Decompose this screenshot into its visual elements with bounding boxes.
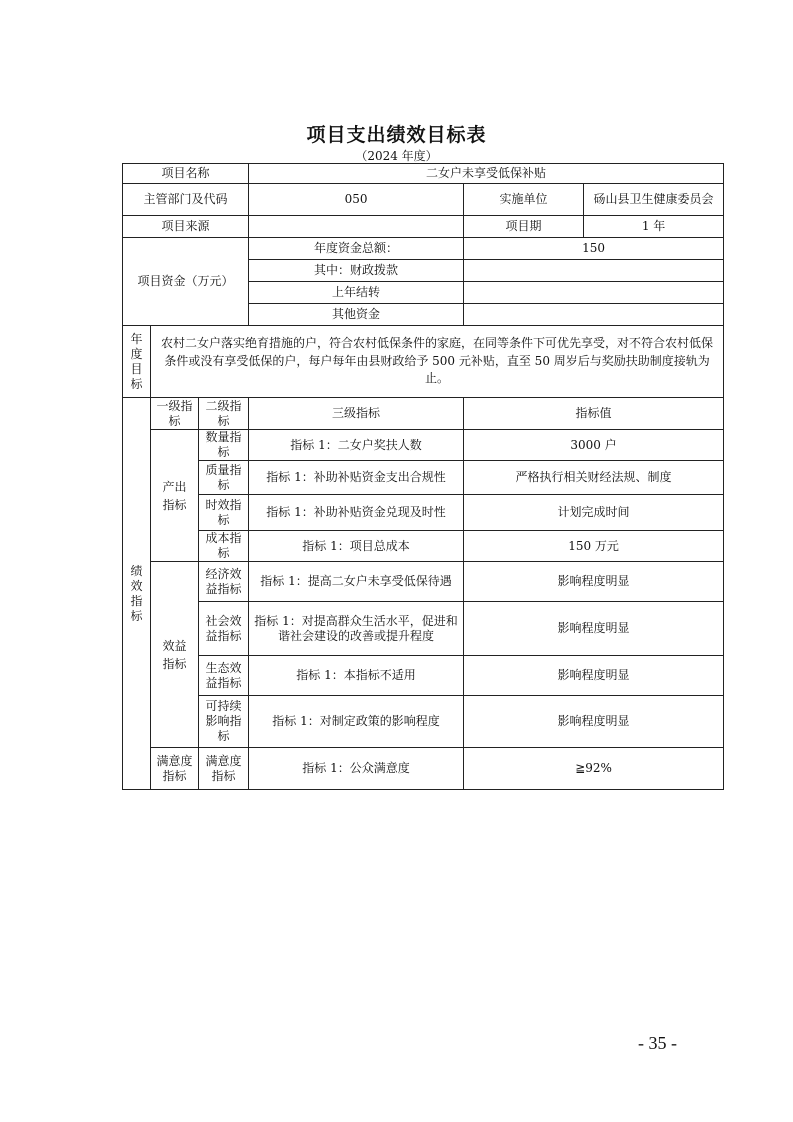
col-level3-header: 三级指标 [249,398,464,430]
impl-unit-value: 砀山县卫生健康委员会 [584,184,724,216]
page-number: - 35 - [638,1033,677,1053]
funds-carryover-label: 上年结转 [249,282,464,304]
benefit-indicators-label: 效益指标 [151,562,199,748]
level2-cell: 生态效益指标 [199,656,249,696]
dept-label: 主管部门及代码 [123,184,249,216]
level3-cell: 指标 1：提高二女户未享受低保待遇 [249,562,464,602]
level3-cell: 指标 1：补助补贴资金兑现及时性 [249,495,464,531]
value-cell: 影响程度明显 [464,656,724,696]
document-subtitle: （2024 年度） [355,149,438,163]
period-value: 1 年 [584,216,724,238]
value-cell: 严格执行相关财经法规、制度 [464,461,724,495]
funds-label: 项目资金（万元） [123,238,249,326]
satisfaction-indicators-label: 满意度指标 [151,748,199,790]
level2-cell: 经济效益指标 [199,562,249,602]
level3-cell: 指标 1：对提高群众生活水平，促进和谐社会建设的改善或提升程度 [249,602,464,656]
level2-cell: 成本指标 [199,531,249,562]
level3-cell: 指标 1：二女户奖扶人数 [249,430,464,461]
project-name-label: 项目名称 [123,164,249,184]
impl-unit-label: 实施单位 [464,184,584,216]
annual-goal-label: 年度目标 [123,326,151,398]
annual-goal-text: 农村二女户落实绝育措施的户，符合农村低保条件的家庭，在同等条件下可优先享受，对不符合农村低保条件或没有享受低保的户，每户每年由县财政给予 500 元补贴，直至 50 周岁后与奖励扶助制度接轨为止。 [151,326,724,398]
level2-cell: 可持续影响指标 [199,696,249,748]
funds-total-value: 150 [464,238,724,260]
dept-code-value: 050 [249,184,464,216]
funds-other-label: 其他资金 [249,304,464,326]
source-value [249,216,464,238]
value-cell: 150 万元 [464,531,724,562]
performance-indicators-label: 绩效指标 [123,398,151,790]
value-cell: 影响程度明显 [464,562,724,602]
value-cell: ≧92% [464,748,724,790]
value-cell: 影响程度明显 [464,696,724,748]
value-cell: 3000 户 [464,430,724,461]
level2-cell: 时效指标 [199,495,249,531]
col-level2-header: 二级指标 [199,398,249,430]
performance-target-table [122,163,724,790]
level3-cell: 指标 1：补助补贴资金支出合规性 [249,461,464,495]
value-cell: 计划完成时间 [464,495,724,531]
level3-cell: 指标 1：项目总成本 [249,531,464,562]
project-name-value: 二女户未享受低保补贴 [249,164,724,184]
col-value-header: 指标值 [464,398,724,430]
funds-fiscal-value [464,260,724,282]
level3-cell: 指标 1：本指标不适用 [249,656,464,696]
level2-cell: 满意度指标 [199,748,249,790]
period-label: 项目期 [464,216,584,238]
level3-cell: 指标 1：对制定政策的影响程度 [249,696,464,748]
col-level1-header: 一级指标 [151,398,199,430]
source-label: 项目来源 [123,216,249,238]
output-indicators-label: 产出指标 [151,430,199,562]
funds-carryover-value [464,282,724,304]
level2-cell: 社会效益指标 [199,602,249,656]
level2-cell: 数量指标 [199,430,249,461]
funds-total-label: 年度资金总额： [249,238,464,260]
value-cell: 影响程度明显 [464,602,724,656]
funds-fiscal-label: 其中：财政拨款 [249,260,464,282]
level3-cell: 指标 1：公众满意度 [249,748,464,790]
document-title: 项目支出绩效目标表 [306,124,487,146]
funds-other-value [464,304,724,326]
level2-cell: 质量指标 [199,461,249,495]
